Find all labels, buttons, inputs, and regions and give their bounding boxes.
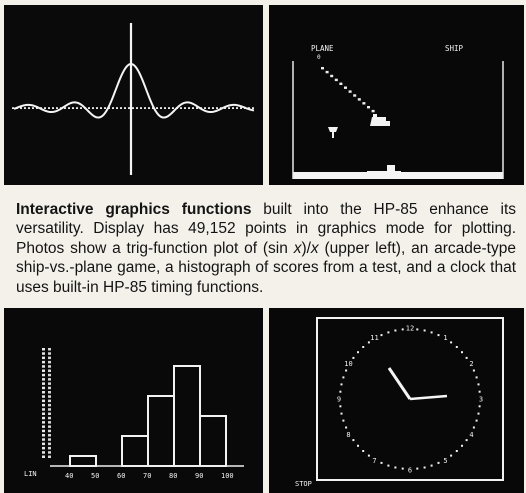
minute-dot (402, 468, 404, 470)
minute-dot (394, 330, 396, 332)
histogram-screen (4, 308, 263, 493)
score-tick (42, 447, 45, 450)
trail-dot (321, 67, 324, 69)
minute-dot (394, 467, 396, 469)
axis-dot (164, 107, 166, 109)
minute-dot (362, 346, 364, 348)
trail-dot (353, 94, 356, 96)
histogram-x-label: 100 (221, 472, 234, 480)
axis-dot (116, 107, 118, 109)
score-tick (48, 456, 51, 459)
score-tick (48, 352, 51, 355)
score-tick (42, 387, 45, 390)
minute-dot (342, 376, 344, 378)
minute-dot (352, 439, 354, 441)
clock-numeral: 6 (407, 466, 413, 475)
score-tick (48, 425, 51, 428)
minute-dot (342, 420, 344, 422)
axis-dot (136, 107, 138, 109)
axis-dot (232, 107, 234, 109)
minute-dot (461, 445, 463, 447)
axis-dot (68, 107, 70, 109)
score-tick (42, 413, 45, 416)
trail-dot (335, 79, 338, 81)
histogram-x-label: 40 (65, 472, 74, 480)
histogram-corner-label: LIN (24, 470, 37, 478)
axis-dot (96, 107, 98, 109)
trail-dot (330, 75, 333, 77)
score-tick (42, 348, 45, 351)
minute-dot (416, 328, 418, 330)
score-tick (42, 425, 45, 428)
minute-dot (357, 351, 359, 353)
caption-text-1: built into the HP-85 enhance its versatility. Display has 49,152 points in graphics mode for plotting. Photos show a trig-function plot of (sin (16, 201, 517, 257)
minute-dot (478, 413, 480, 415)
axis-dot (120, 107, 122, 109)
score-tick (42, 451, 45, 454)
axis-dot (184, 107, 186, 109)
axis-dot (132, 107, 134, 109)
score-tick (48, 365, 51, 368)
minute-dot (476, 420, 478, 422)
plane-label: PLANE (311, 44, 334, 53)
clock-numeral: 7 (372, 457, 377, 465)
minute-dot (381, 462, 383, 464)
score-tick (42, 417, 45, 420)
minute-dot (339, 391, 341, 393)
score-tick (48, 357, 51, 360)
clock-numeral: 12 (405, 324, 415, 333)
score-tick (42, 456, 45, 459)
axis-dot (92, 107, 94, 109)
minute-dot (424, 467, 426, 469)
caption-var-x1: x (293, 239, 302, 257)
score-tick (48, 430, 51, 433)
minute-dot (341, 413, 343, 415)
axis-dot (160, 107, 162, 109)
axis-dot (104, 107, 106, 109)
clock-numeral: 8 (346, 431, 351, 439)
axis-dot (88, 107, 90, 109)
axis-dot (204, 107, 206, 109)
score-tick (48, 417, 51, 420)
score-tick (42, 370, 45, 373)
axis-dot (156, 107, 158, 109)
minute-dot (431, 465, 433, 467)
axis-dot (56, 107, 58, 109)
minute-dot (341, 383, 343, 385)
axis-dot (236, 107, 238, 109)
caption-heading: Interactive graphics functions (16, 201, 252, 218)
score-tick (48, 361, 51, 364)
score-tick (48, 348, 51, 351)
clock-numeral: 3 (478, 395, 484, 404)
minute-dot (478, 383, 480, 385)
clock-numeral: 10 (344, 360, 353, 368)
axis-dot (216, 107, 218, 109)
score-tick (42, 438, 45, 441)
histogram-photo (4, 308, 263, 493)
score-tick (42, 443, 45, 446)
clock-numeral: 4 (469, 431, 474, 439)
minute-dot (466, 357, 468, 359)
plane-score: 0 (317, 54, 321, 61)
histogram-x-label: 70 (143, 472, 152, 480)
axis-dot (124, 107, 126, 109)
score-tick (48, 408, 51, 411)
score-tick (48, 382, 51, 385)
axis-dot (140, 107, 142, 109)
minute-dot (387, 331, 389, 333)
score-tick (48, 370, 51, 373)
score-tick (42, 421, 45, 424)
caption-text-2: )/ (301, 239, 311, 257)
minute-dot (352, 357, 354, 359)
axis-dot (44, 107, 46, 109)
minute-dot (362, 450, 364, 452)
score-tick (48, 413, 51, 416)
axis-dot (212, 107, 214, 109)
score-tick (48, 400, 51, 403)
minute-dot (357, 445, 359, 447)
sinc-axis-dots (12, 107, 254, 109)
minute-dot (438, 334, 440, 336)
minute-dot (424, 330, 426, 332)
game-screen (269, 5, 524, 185)
minute-dot (416, 468, 418, 470)
clock-numeral: 1 (443, 334, 448, 342)
clock-stop-label[interactable]: STOP (295, 480, 312, 488)
minute-dot (339, 405, 341, 407)
score-tick (42, 365, 45, 368)
clock-numeral: 2 (469, 360, 474, 368)
trail-dot (349, 90, 352, 92)
minute-dot (456, 450, 458, 452)
minute-dot (438, 462, 440, 464)
axis-dot (80, 107, 82, 109)
score-tick (48, 447, 51, 450)
axis-dot (128, 107, 130, 109)
caption-var-x2: x (310, 239, 319, 257)
score-tick (42, 400, 45, 403)
score-tick (48, 434, 51, 437)
axis-dot (24, 107, 26, 109)
score-tick (48, 374, 51, 377)
trail-dot (339, 83, 342, 85)
minute-dot (456, 346, 458, 348)
clock-numeral: 5 (443, 457, 448, 465)
game-photo (269, 5, 524, 185)
score-tick (48, 395, 51, 398)
axis-dot (32, 107, 34, 109)
score-tick (42, 434, 45, 437)
score-tick (48, 387, 51, 390)
clock-screen (269, 308, 524, 493)
minute-dot (473, 370, 475, 372)
axis-dot (144, 107, 146, 109)
score-tick (42, 361, 45, 364)
axis-dot (100, 107, 102, 109)
score-tick (42, 408, 45, 411)
trail-dot (362, 102, 365, 104)
minute-dot (345, 427, 347, 429)
minute-dot (466, 439, 468, 441)
minute-dot (450, 455, 452, 457)
score-tick (48, 391, 51, 394)
caption-text-3: (upper left), an arcade-type ship-vs.-plane game, a histograph of scores from a test, and a clock that uses built-in HP-85 timing functions. (16, 239, 516, 296)
axis-dot (172, 107, 174, 109)
axis-dot (208, 107, 210, 109)
score-tick (42, 374, 45, 377)
minute-dot (387, 465, 389, 467)
ship-label: SHIP (445, 44, 464, 53)
sinc-plot-photo (4, 5, 263, 185)
histogram-x-label: 80 (169, 472, 178, 480)
minute-dot (345, 370, 347, 372)
minute-dot (473, 427, 475, 429)
axis-dot (188, 107, 190, 109)
axis-dot (252, 107, 254, 109)
score-tick (48, 404, 51, 407)
score-tick (42, 382, 45, 385)
clock-numeral: 11 (370, 334, 379, 342)
score-tick (48, 443, 51, 446)
trail-dot (326, 71, 329, 73)
score-tick (42, 378, 45, 381)
axis-dot (76, 107, 78, 109)
minute-dot (381, 334, 383, 336)
minute-dot (461, 351, 463, 353)
axis-dot (28, 107, 30, 109)
score-tick (42, 395, 45, 398)
axis-dot (48, 107, 50, 109)
trail-dot (367, 106, 370, 108)
axis-dot (148, 107, 150, 109)
score-tick (42, 352, 45, 355)
histogram-x-label: 50 (91, 472, 100, 480)
score-tick (48, 421, 51, 424)
axis-dot (112, 107, 114, 109)
caption (16, 200, 516, 297)
axis-dot (52, 107, 54, 109)
score-tick (42, 357, 45, 360)
axis-dot (12, 107, 14, 109)
score-tick (42, 391, 45, 394)
trail-dot (358, 98, 361, 100)
histogram-x-label: 60 (117, 472, 126, 480)
trail-dot (372, 110, 375, 112)
axis-dot (180, 107, 182, 109)
axis-dot (192, 107, 194, 109)
minute-dot (476, 376, 478, 378)
minute-dot (431, 331, 433, 333)
minute-dot (368, 455, 370, 457)
minute-dot (479, 405, 481, 407)
axis-dot (228, 107, 230, 109)
score-tick (48, 451, 51, 454)
score-tick (48, 378, 51, 381)
trail-dot (344, 87, 347, 89)
clock-numeral: 9 (336, 395, 342, 404)
clock-photo (269, 308, 524, 493)
score-tick (48, 438, 51, 441)
score-tick (42, 404, 45, 407)
minute-dot (402, 328, 404, 330)
minute-dot (450, 341, 452, 343)
axis-dot (72, 107, 74, 109)
axis-dot (168, 107, 170, 109)
minute-dot (479, 391, 481, 393)
sinc-plot-screen (4, 5, 263, 185)
histogram-x-label: 90 (195, 472, 204, 480)
score-tick (42, 430, 45, 433)
